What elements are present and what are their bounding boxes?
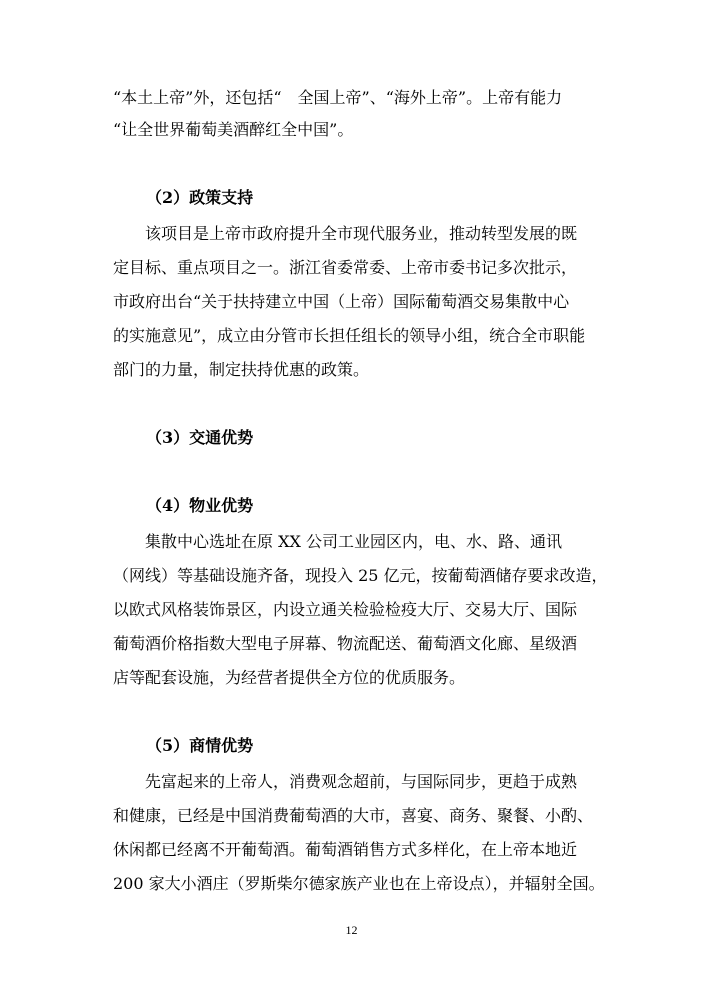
business-line-4: 200 家大小酒庄（罗斯柴尔德家族产业也在上帝设点），并辐射全国。: [113, 874, 605, 893]
intro-line-2: “让全世界葡萄美酒醉红全中国”。: [113, 120, 354, 139]
business-line-3: 休闲都已经离不开葡萄酒。葡萄酒销售方式多样化，在上帝本地近: [113, 840, 578, 859]
property-line-4: 葡萄酒价格指数大型电子屏幕、物流配送、葡萄酒文化廊、星级酒: [113, 634, 578, 653]
business-line-1: 先富起来的上帝人，消费观念超前，与国际同步，更趋于成熟: [113, 772, 578, 791]
business-line-2: 和健康，已经是中国消费葡萄酒的大市，喜宴、商务、聚餐、小酌、: [113, 806, 594, 825]
property-line-1: 集散中心选址在原 XX 公司工业园区内，电、水、路、通讯: [113, 532, 562, 551]
heading-business-advantage: （5）商情优势: [146, 736, 254, 755]
heading-traffic-advantage: （3）交通优势: [146, 428, 254, 447]
policy-line-1: 该项目是上帝市政府提升全市现代服务业，推动转型发展的既: [113, 224, 578, 243]
policy-line-4: 的实施意见”，成立由分管市长担任组长的领导小组，统合全市职能: [113, 326, 586, 345]
policy-line-2: 定目标、重点项目之一。浙江省委常委、上帝市委书记多次批示，: [113, 258, 578, 277]
intro-line-1: “本土上帝”外，还包括“ 全国上帝”、“海外上帝”。上帝有能力: [113, 88, 563, 107]
policy-line-5: 部门的力量，制定扶持优惠的政策。: [113, 360, 370, 379]
heading-policy-support: （2）政策支持: [146, 188, 254, 207]
policy-line-3: 市政府出台“关于扶持建立中国（上帝）国际葡萄酒交易集散中心: [113, 292, 570, 311]
page-number: 12: [345, 923, 358, 937]
property-line-3: 以欧式风格装饰景区，内设立通关检验检疫大厅、交易大厅、国际: [113, 600, 578, 619]
property-line-5: 店等配套设施，为经营者提供全方位的优质服务。: [113, 668, 466, 687]
property-line-2: （网线）等基础设施齐备，现投入 25 亿元，按葡萄酒储存要求改造，: [113, 566, 608, 585]
heading-property-advantage: （4）物业优势: [146, 496, 254, 515]
